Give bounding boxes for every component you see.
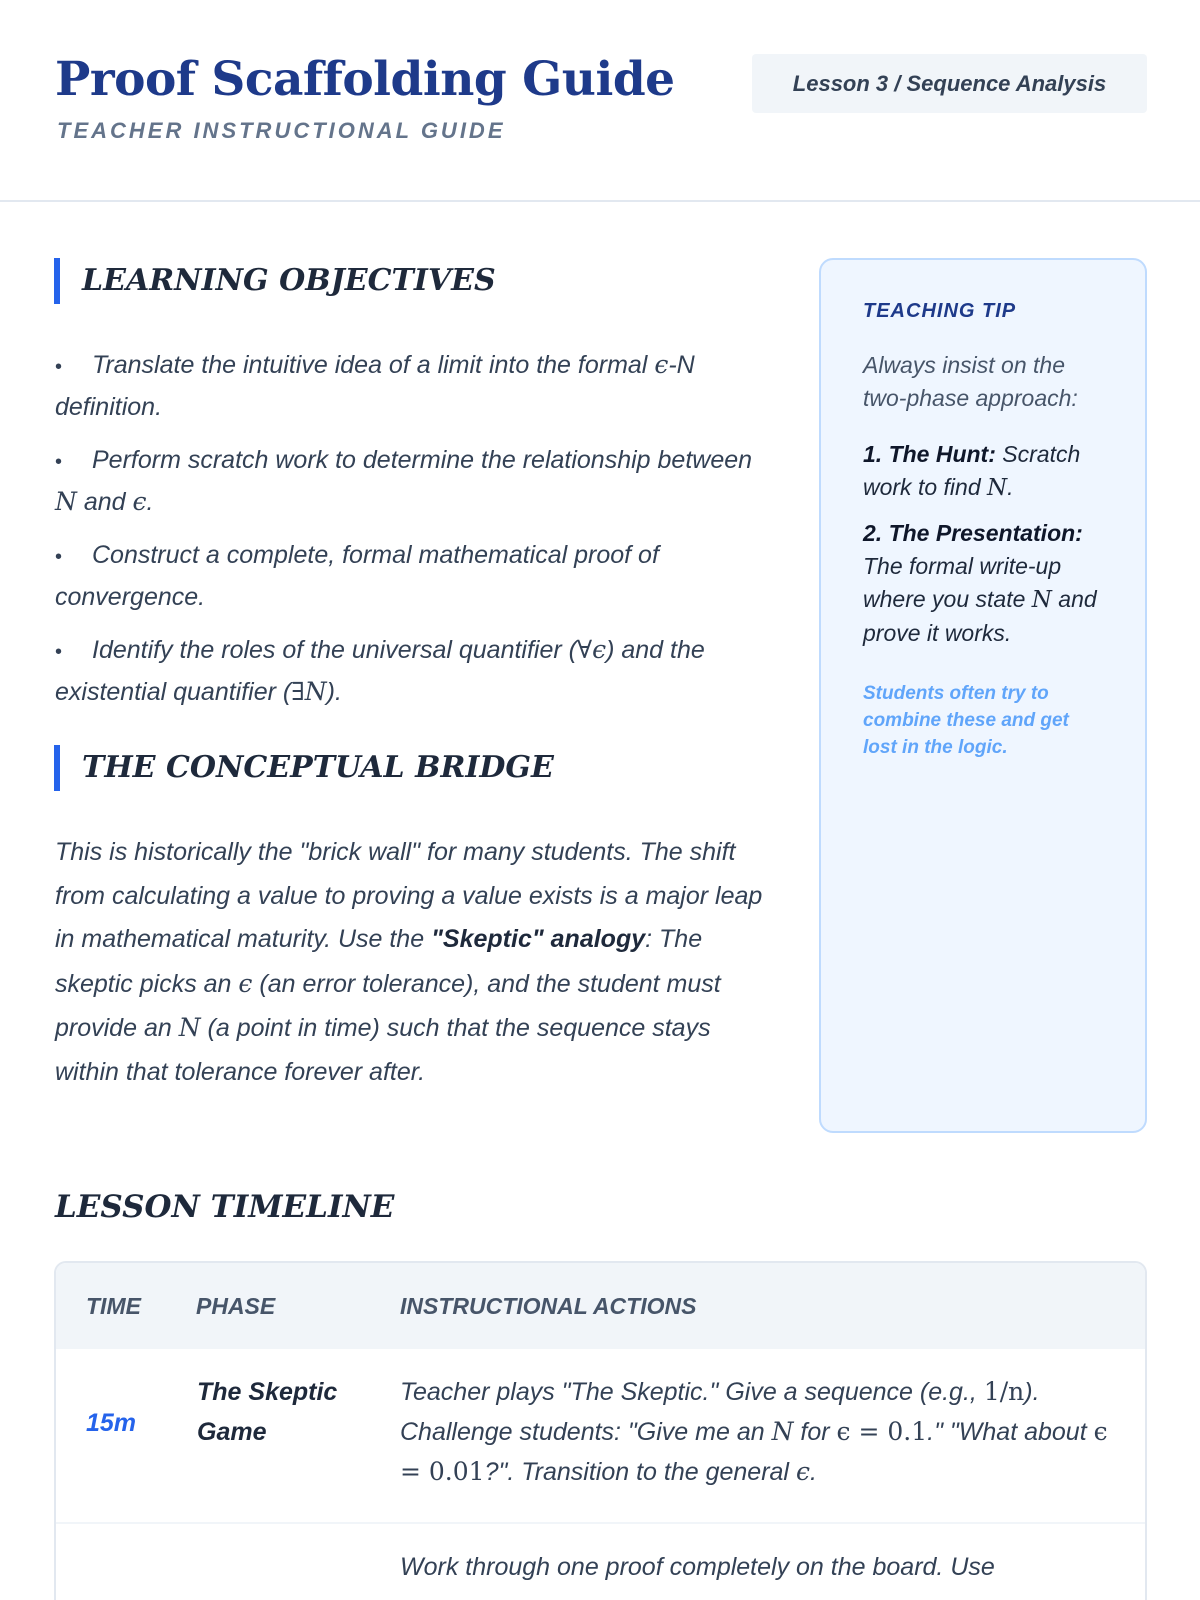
bridge-paragraph: This is historically the "brick wall" for many students. The shift from calculating a value to proving a value exists is a major leap in mathematical maturity. Use the "Skeptic" analogy: The skeptic picks an ϵ (an error tolerance), and the student must provide an N (a point in time) such that the sequence stays within that tolerance forever after.: [55, 838, 763, 1086]
row-actions: Work through one proof completely on the board. Use: [400, 1553, 995, 1581]
skeptic-analogy-term: "Skeptic" analogy: [431, 925, 646, 953]
column-header-time: TIME: [86, 1293, 141, 1319]
bridge-heading: THE CONCEPTUAL BRIDGE: [54, 745, 554, 791]
tip-title: TEACHING TIP: [863, 300, 1017, 322]
timeline-heading: LESSON TIMELINE: [55, 1189, 395, 1225]
table-row: [56, 1349, 1145, 1524]
objective-item: • Construct a complete, formal mathematical proof of convergence.: [55, 535, 770, 617]
lesson-badge: Lesson 3 / Sequence Analysis: [752, 54, 1147, 113]
table-header: [56, 1263, 1145, 1349]
objectives-list: [55, 345, 770, 725]
page-header: [0, 0, 1200, 202]
tip-note: Students often try to combine these and get lost in the logic.: [863, 683, 1069, 758]
teaching-tip-card: [819, 258, 1147, 1133]
objective-item: • Identify the roles of the universal quantifier (∀ϵ) and the existential quantifier (∃N).: [55, 630, 770, 712]
tip-step-presentation: 2. The Presentation: The formal write-up where you state N and prove it works.: [863, 520, 1097, 646]
bullet-icon: •: [55, 546, 63, 568]
objective-item: • Translate the intuitive idea of a limit into the formal ϵ-N definition.: [55, 345, 770, 427]
bullet-icon: •: [55, 356, 63, 378]
bullet-icon: •: [55, 451, 63, 473]
column-header-phase: PHASE: [196, 1293, 276, 1319]
page-title: Proof Scaffolding Guide: [55, 52, 675, 107]
tip-step-hunt: 1. The Hunt: Scratch work to find N.: [863, 441, 1081, 501]
row-actions: Teacher plays "The Skeptic." Give a sequence (e.g., 1/n). Challenge students: "Give me an N for ϵ = 0.1." "What about ϵ = 0.01?". Transition to the general ϵ.: [400, 1377, 1108, 1486]
objectives-heading: LEARNING OBJECTIVES: [54, 258, 496, 304]
tip-intro: Always insist on the two-phase approach:: [863, 352, 1078, 411]
row-phase: The Skeptic Game: [197, 1378, 338, 1446]
bullet-icon: •: [55, 641, 63, 663]
column-header-actions: INSTRUCTIONAL ACTIONS: [400, 1293, 697, 1319]
objective-item: • Perform scratch work to determine the relationship between N and ϵ.: [55, 440, 770, 522]
row-time: 15m: [86, 1409, 137, 1437]
timeline-table: [54, 1261, 1147, 1600]
table-row: [56, 1524, 1145, 1600]
page-subtitle: TEACHER INSTRUCTIONAL GUIDE: [57, 118, 506, 143]
